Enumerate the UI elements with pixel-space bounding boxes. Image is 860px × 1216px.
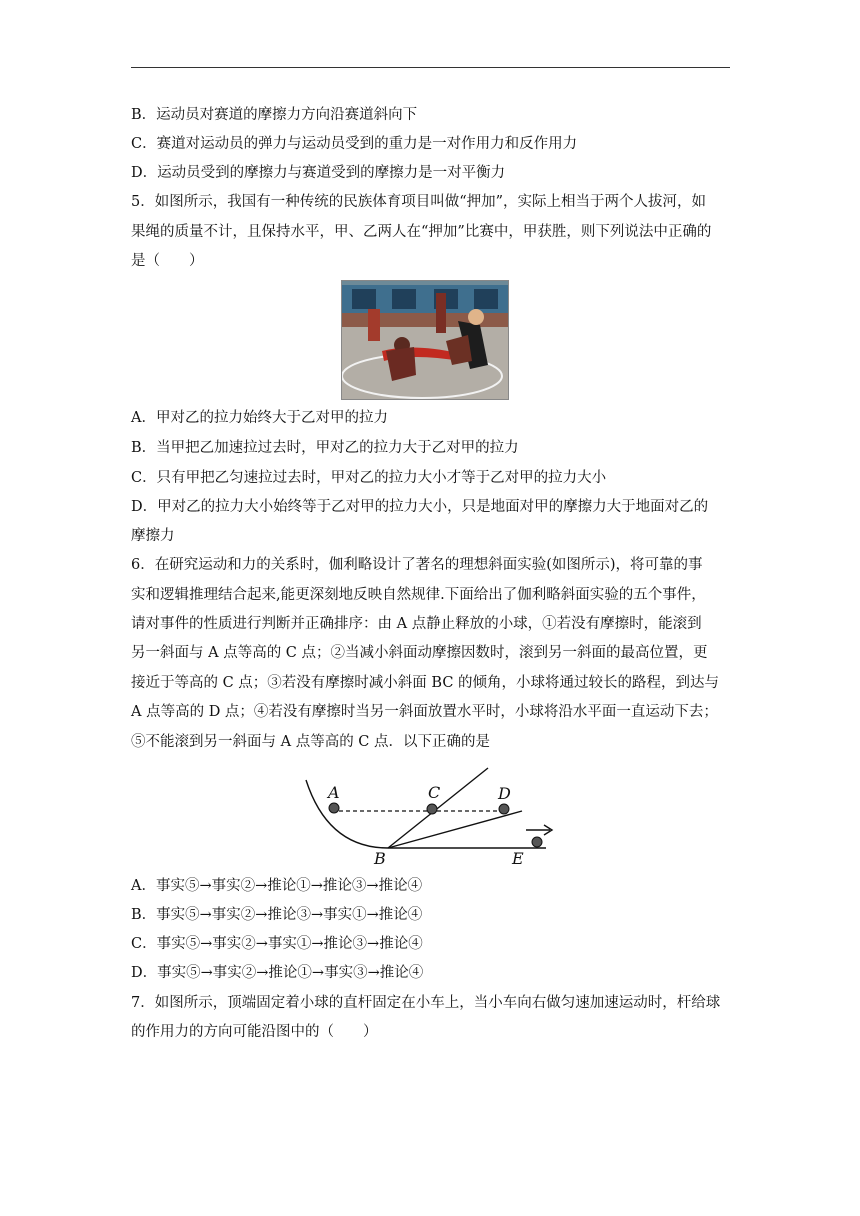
galileo-incline-diagram <box>300 762 560 870</box>
q6-stem-line-7: ⑤不能滚到另一斜面与 A 点等高的 C 点．以下正确的是 <box>131 734 491 750</box>
tug-of-war-photo <box>341 280 509 400</box>
q5-option-d-cont: 摩擦力 <box>131 528 175 544</box>
q7-stem-line-1: 7．如图所示，顶端固定着小球的直杆固定在小车上，当小车向右做匀速加速运动时，杆给球 <box>131 995 721 1011</box>
q5-option-b: B．当甲把乙加速拉过去时，甲对乙的拉力大于乙对甲的拉力 <box>131 440 519 456</box>
steep-incline-bc <box>388 768 488 848</box>
q6-stem-line-2: 实和逻辑推理结合起来,能更深刻地反映自然规律.下面给出了伽利略斜面实验的五个事件， <box>131 587 706 603</box>
curved-incline <box>306 780 388 848</box>
q5-option-d: D．甲对乙的拉力大小始终等于乙对甲的拉力大小，只是地面对甲的摩擦力大于地面对乙的 <box>131 499 709 515</box>
q5-stem-line-3: 是（ ） <box>131 253 204 269</box>
q6-stem-line-3: 请对事件的性质进行判断并正确排序：由 A 点静止释放的小球，①若没有摩擦时，能滚到 <box>131 616 702 632</box>
q6-option-d: D．事实⑤→事实②→推论①→事实③→推论④ <box>131 965 424 981</box>
q4-option-b: B．运动员对赛道的摩擦力方向沿赛道斜向下 <box>131 107 418 123</box>
q6-stem-line-1: 6．在研究运动和力的关系时，伽利略设计了著名的理想斜面实验(如图所示)，将可靠的事 <box>131 557 703 573</box>
ball-a <box>329 803 339 813</box>
q7-stem-line-2: 的作用力的方向可能沿图中的（ ） <box>131 1024 378 1040</box>
label-a: A <box>328 783 340 802</box>
shallow-incline-bd <box>388 811 522 848</box>
q6-stem-line-4: 另一斜面与 A 点等高的 C 点；②当减小斜面动摩擦因数时，滚到另一斜面的最高位置，更 <box>131 645 708 661</box>
q6-stem-line-6: A 点等高的 D 点；④若没有摩擦时当另一斜面放置水平时，小球将沿水平面一直运动下去； <box>131 704 718 720</box>
q6-stem-line-5: 接近于等高的 C 点；③若没有摩擦时减小斜面 BC 的倾角，小球将通过较长的路程，到达与 <box>131 675 720 691</box>
q5-stem-line-2: 果绳的质量不计，且保持水平，甲、乙两人在“押加”比赛中，甲获胜，则下列说法中正确的 <box>131 224 712 240</box>
q5-option-a: A．甲对乙的拉力始终大于乙对甲的拉力 <box>131 410 388 426</box>
ball-e <box>532 837 542 847</box>
q5-option-c: C．只有甲把乙匀速拉过去时，甲对乙的拉力大小才等于乙对甲的拉力大小 <box>131 470 607 486</box>
q6-option-b: B．事实⑤→事实②→推论③→事实①→推论④ <box>131 907 423 923</box>
label-c: C <box>428 783 441 802</box>
label-e: E <box>512 849 524 868</box>
q5-stem-line-1: 5．如图所示，我国有一种传统的民族体育项目叫做“押加”，实际上相当于两个人拔河，如 <box>131 194 707 210</box>
ball-d <box>499 804 509 814</box>
q6-option-a: A．事实⑤→事实②→推论①→推论③→推论④ <box>131 878 423 894</box>
q4-option-d: D．运动员受到的摩擦力与赛道受到的摩擦力是一对平衡力 <box>131 165 506 181</box>
q6-option-c: C．事实⑤→事实②→事实①→推论③→推论④ <box>131 936 423 952</box>
label-b: B <box>374 849 386 868</box>
ball-c <box>427 804 437 814</box>
label-d: D <box>498 784 511 803</box>
q4-option-c: C．赛道对运动员的弹力与运动员受到的重力是一对作用力和反作用力 <box>131 136 578 152</box>
header-rule <box>131 67 730 68</box>
